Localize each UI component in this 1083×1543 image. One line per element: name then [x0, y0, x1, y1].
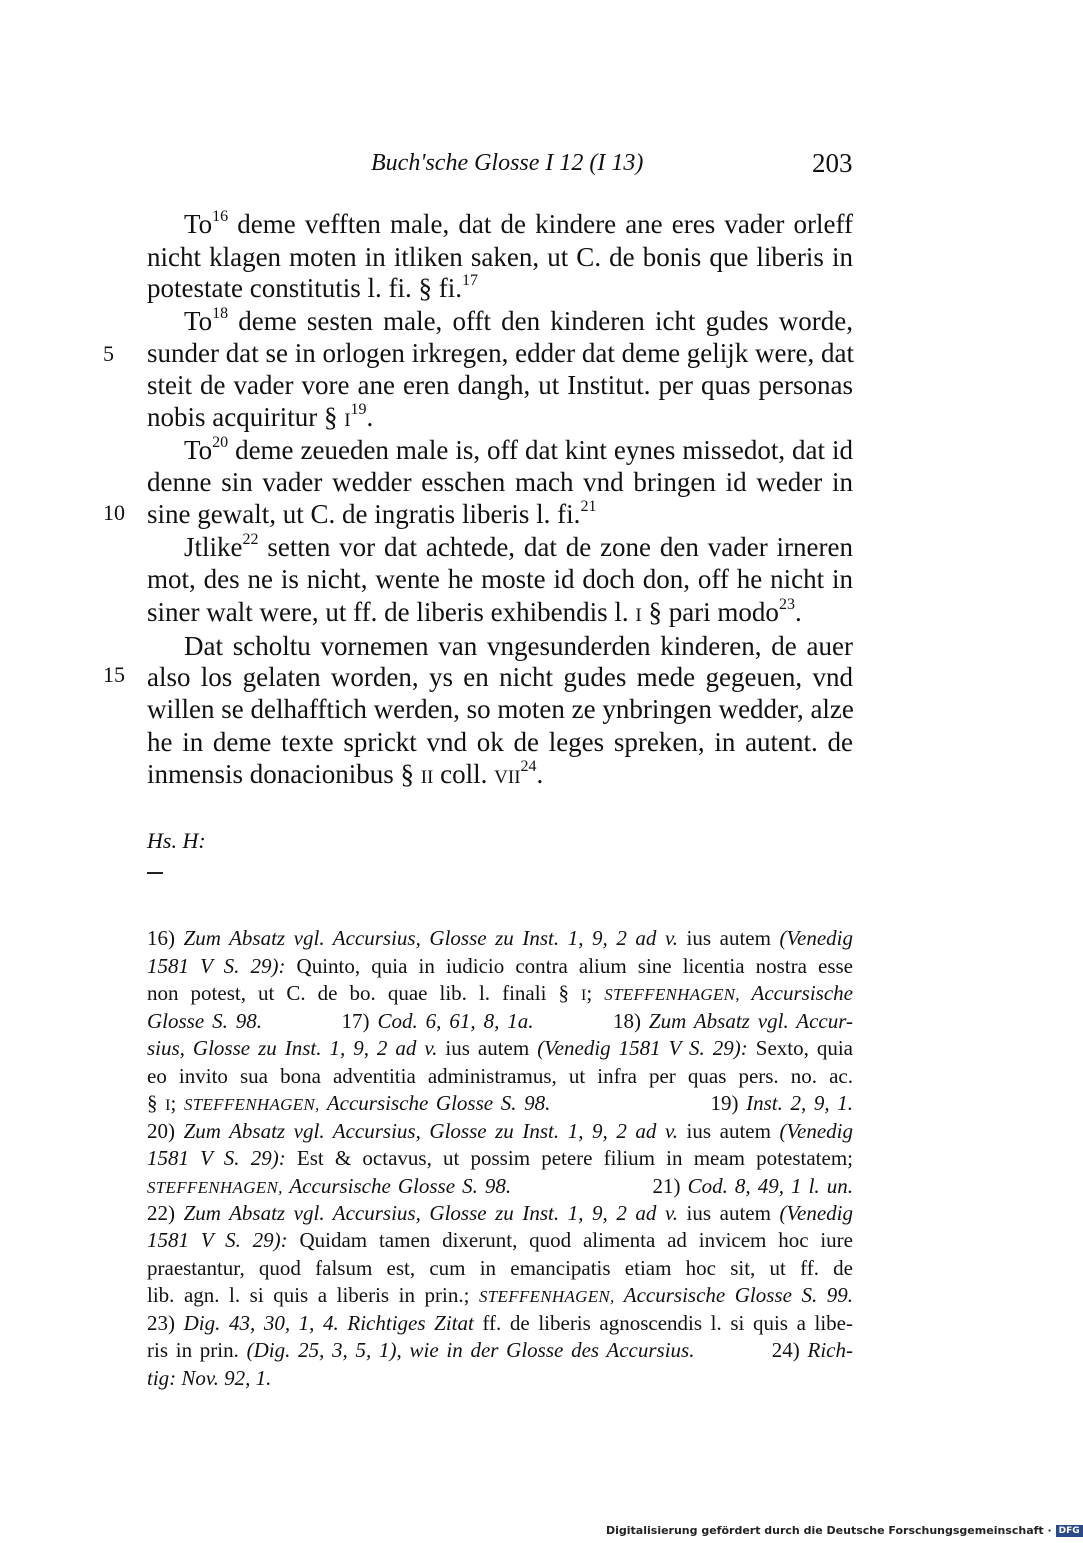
- italic-segment: tig: Nov. 92, 1.: [147, 1366, 272, 1390]
- author-name: STEFFENHAGEN,: [478, 1287, 615, 1306]
- text-segment: ff. de liberis agnoscendis l. si quis a libe-: [473, 1311, 853, 1335]
- italic-segment: (Venedig: [779, 926, 853, 950]
- text-line: [147, 241, 853, 273]
- italic-segment: Cod. 8, 49, 1 l. un.: [687, 1174, 854, 1198]
- footnote-line: [147, 1281, 853, 1309]
- text-segment: 18): [533, 1009, 649, 1033]
- text-segment: .: [794, 597, 802, 627]
- text-segment: he in deme texte sprickt vnd ok de leges spreken, in autent. de: [147, 727, 853, 757]
- text-segment: sunder dat se in orlogen irkregen, edder dat deme gelijk were, dat: [147, 338, 854, 368]
- page-number: 203: [812, 148, 853, 178]
- footnote-ref: 24: [520, 758, 537, 775]
- italic-segment: Cod. 6, 61, 8, 1a.: [377, 1009, 534, 1033]
- text-line: [147, 693, 853, 725]
- footnote-line: [147, 1364, 271, 1392]
- text-segment: sine gewalt, ut C. de ingratis liberis l. fi.: [147, 499, 581, 529]
- text-segment: 23): [147, 1311, 184, 1335]
- italic-segment: Inst. 2, 9, 1.: [746, 1091, 854, 1115]
- dfg-logo: DFG: [1056, 1525, 1083, 1537]
- footnote-ref: 19: [350, 401, 367, 418]
- text-segment: eo invito sua bona adventitia administramus, ut infra per quas pers. no. ac.: [147, 1064, 853, 1088]
- text-segment: non potest, ut C. de bo. quae lib. l. finali §: [147, 981, 581, 1005]
- text-segment: 21): [511, 1174, 688, 1198]
- footnote-line: [147, 1062, 853, 1090]
- text-segment: ius autem: [437, 1036, 538, 1060]
- italic-segment: Accursische Glosse S. 98.: [282, 1174, 512, 1198]
- footnote-line: [147, 1199, 853, 1227]
- text-line: [147, 337, 853, 369]
- text-segment: .: [536, 759, 544, 789]
- italic-segment: 1581 V S. 29):: [147, 1146, 286, 1170]
- author-name: STEFFENHAGEN,: [147, 1178, 283, 1197]
- text-segment: Dat scholtu vornemen van vngesunderden kinderen, de auer: [184, 631, 853, 661]
- author-name: STEFFENHAGEN,: [183, 1095, 320, 1114]
- text-segment: coll.: [433, 759, 495, 789]
- footnote-ref: 21: [580, 498, 597, 515]
- text-segment: ius autem: [677, 1119, 780, 1143]
- text-line: [147, 498, 596, 530]
- text-segment: To: [184, 209, 213, 239]
- line-number: 15: [103, 662, 125, 687]
- text-segment: praestantur, quod falsum est, cum in emancipatis etiam hoc sit, ut ff. de: [147, 1256, 853, 1280]
- author-name: STEFFENHAGEN,: [604, 985, 740, 1004]
- small-caps-numeral: I: [344, 410, 351, 431]
- text-segment: 19): [550, 1091, 747, 1115]
- line-number: 5: [103, 341, 114, 366]
- text-segment: willen se delhafftich werden, so moten ze ynbringen wedder, alze: [147, 694, 854, 724]
- small-caps-numeral: I: [581, 987, 587, 1004]
- text-segment: siner walt were, ut ff. de liberis exhibendis l.: [147, 597, 636, 627]
- text-segment: ius autem: [677, 1201, 780, 1225]
- text-line: [147, 596, 802, 628]
- text-segment: 24): [694, 1338, 808, 1362]
- text-segment: denne sin vader wedder esschen mach vnd bringen id weder in: [147, 467, 853, 497]
- italic-segment: Zum Absatz vgl. Accursius, Glosse zu Inst. 1, 9, 2 ad v.: [183, 926, 678, 950]
- footnote-line: [147, 924, 853, 952]
- footnote-ref: 16: [212, 208, 229, 225]
- footnote-line: [147, 1172, 853, 1200]
- italic-segment: Accursische Glosse S. 98.: [319, 1091, 551, 1115]
- text-segment: deme zeueden male is, off dat kint eynes missedot, dat id: [228, 435, 853, 465]
- footer-text: Digitalisierung gefördert durch die Deutsche Forschungsgemeinschaft ·: [606, 1524, 1052, 1537]
- text-segment: 22): [147, 1201, 184, 1225]
- small-caps-numeral: VII: [494, 767, 521, 788]
- italic-segment: 1581 V S. 29):: [147, 954, 286, 978]
- footnote-line: [147, 952, 853, 980]
- footnote-line: [147, 1309, 853, 1337]
- text-segment: Sexto, quia: [747, 1036, 853, 1060]
- text-segment: Est & octavus, ut possim petere filium in meam potestatem;: [285, 1146, 853, 1170]
- italic-segment: Glosse S. 98.: [147, 1009, 263, 1033]
- text-line: [147, 758, 543, 790]
- footnote-line: [147, 1034, 853, 1062]
- italic-segment: (Venedig 1581 V S. 29):: [537, 1036, 748, 1060]
- text-segment: .: [366, 402, 374, 432]
- text-segment: nobis acquiritur §: [147, 402, 345, 432]
- italic-segment: (Dig. 25, 3, 5, 1), wie in der Glosse des Accursius.: [246, 1338, 695, 1362]
- footnote-line: [147, 979, 853, 1007]
- footnote-line: [147, 1254, 853, 1282]
- line-number: 10: [103, 500, 125, 525]
- text-segment: also los gelaten worden, ys en nicht gudes mede gegeuen, vnd: [147, 662, 853, 692]
- text-segment: ;: [170, 1091, 184, 1115]
- text-segment: 17): [262, 1009, 378, 1033]
- italic-segment: (Venedig: [779, 1119, 853, 1143]
- text-segment: mot, des ne is nicht, wente he moste id doch don, off he nicht in: [147, 564, 853, 594]
- footnote-line: [147, 1117, 853, 1145]
- text-line: [147, 726, 853, 758]
- footnote-line: [147, 1089, 853, 1117]
- text-segment: ius autem: [677, 926, 780, 950]
- italic-segment: 1581 V S. 29):: [147, 1228, 288, 1252]
- text-line: [147, 272, 478, 304]
- small-caps-numeral: I: [635, 605, 642, 626]
- italic-segment: Zum Absatz vgl. Accursius, Glosse zu Inst. 1, 9, 2 ad v.: [183, 1201, 678, 1225]
- text-line: [147, 466, 853, 498]
- italic-segment: Zum Absatz vgl. Accur-: [648, 1009, 853, 1033]
- text-segment: 16): [147, 926, 184, 950]
- text-segment: To: [184, 435, 213, 465]
- footnote-ref: 20: [212, 434, 229, 451]
- footnote-line: [147, 1144, 853, 1172]
- text-line: [184, 208, 853, 240]
- text-segment: setten vor dat achtede, dat de zone den vader irneren: [258, 532, 853, 562]
- footnote-ref: 23: [778, 596, 795, 613]
- text-segment: Jtlike: [184, 532, 243, 562]
- italic-segment: Accursische: [739, 981, 853, 1005]
- italic-segment: Accursische Glosse S. 99.: [614, 1283, 853, 1307]
- text-line: [147, 401, 373, 433]
- footnote-line: [147, 1007, 853, 1035]
- text-line: [184, 630, 853, 662]
- text-segment: §: [147, 1091, 166, 1115]
- funding-footer: [606, 1524, 1083, 1537]
- italic-segment: Rich-: [807, 1338, 853, 1362]
- text-segment: § pari modo: [641, 597, 779, 627]
- text-line: [147, 563, 853, 595]
- manuscript-label: Hs. H:: [147, 828, 206, 853]
- footnote-ref: 17: [461, 272, 478, 289]
- text-segment: nicht klagen moten in itliken saken, ut C. de bonis que liberis in: [147, 242, 853, 272]
- dash-divider: [147, 872, 163, 874]
- text-segment: steit de vader vore ane eren dangh, ut Institut. per quas personas: [147, 370, 853, 400]
- text-line: [147, 369, 853, 401]
- text-segment: lib. agn. l. si quis a liberis in prin.;: [147, 1283, 479, 1307]
- small-caps-numeral: II: [420, 767, 434, 788]
- text-segment: deme sesten male, offt den kinderen icht gudes worde,: [228, 306, 853, 336]
- text-line: [184, 531, 853, 563]
- footnote-ref: 22: [242, 531, 259, 548]
- text-line: [147, 661, 853, 693]
- text-segment: ris in prin.: [147, 1338, 247, 1362]
- italic-segment: Zum Absatz vgl. Accursius, Glosse zu Inst. 1, 9, 2 ad v.: [183, 1119, 678, 1143]
- footnote-line: [147, 1336, 853, 1364]
- text-segment: deme vefften male, dat de kindere ane eres vader orleff: [228, 209, 853, 239]
- text-segment: Quinto, quia in iudicio contra alium sine licentia nostra esse: [285, 954, 853, 978]
- italic-segment: Dig. 43, 30, 1, 4. Richtiges Zitat: [183, 1311, 474, 1335]
- text-segment: inmensis donacionibus §: [147, 759, 421, 789]
- text-segment: 20): [147, 1119, 184, 1143]
- text-segment: Quidam tamen dixerunt, quod alimenta ad invicem hoc iure: [287, 1228, 853, 1252]
- running-title: Buch'sche Glosse I 12 (I 13): [371, 150, 644, 176]
- footnote-ref: 18: [212, 305, 229, 322]
- text-segment: To: [184, 306, 213, 336]
- text-line: [184, 434, 853, 466]
- text-segment: ;: [586, 981, 605, 1005]
- small-caps-numeral: I: [165, 1097, 171, 1114]
- text-segment: potestate constitutis l. fi. § fi.: [147, 273, 462, 303]
- footnote-line: [147, 1226, 853, 1254]
- italic-segment: (Venedig: [779, 1201, 853, 1225]
- italic-segment: sius, Glosse zu Inst. 1, 9, 2 ad v.: [147, 1036, 438, 1060]
- text-line: [184, 305, 853, 337]
